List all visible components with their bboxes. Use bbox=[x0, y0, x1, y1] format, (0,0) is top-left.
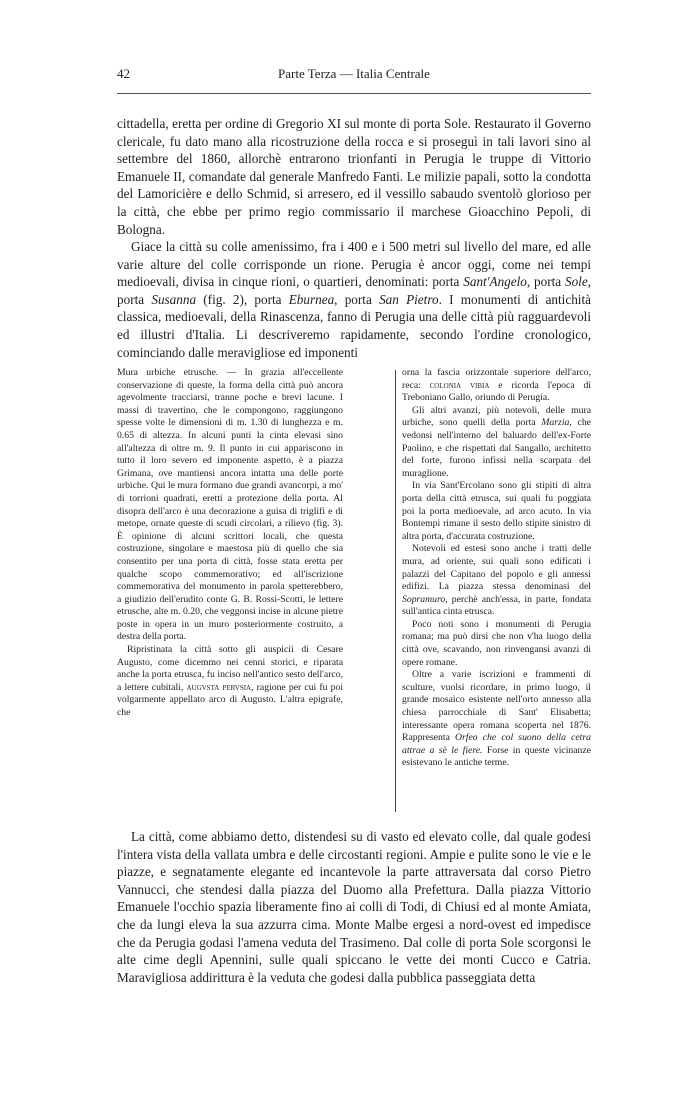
text-run: Notevoli ed estesi sono anche i tratti delle mura, ad oriente, sui quali sono edificati i palazzi del Capitano del popolo e gli annessi edifizi. La piazza stessa denominasi del bbox=[402, 543, 591, 593]
right-paragraph-4 bbox=[402, 543, 591, 619]
page-number: 42 bbox=[117, 66, 130, 81]
right-paragraph-2 bbox=[402, 405, 591, 481]
right-paragraph-3: In via Sant'Ercolano sono gli stipiti di altra porta della città etrusca, sui quali fu poggiata poi la porta medioevale, ad arco acuto. In via Bontempi rimane il sesto dello stipite sinistro di altra porta, d'accurata costruzione. bbox=[402, 480, 591, 542]
text-run: Ripristinata la città sotto gli auspicii di Cesare Augusto, come dicemmo nei cenni storici, e riparata anche la porta etrusca, fu inciso nell'antico sesto dell'arco, a lettere cubitali, bbox=[117, 644, 343, 693]
text-run: La città, come abbiamo detto, distendesi su di vasto ed elevato colle, dal quale godesi l'intera vista della vallata umbra e delle circostanti regioni. Ampie e pulite sono le vie e le piazze, e segnatamente elegante ed incantevole la parte attraversata dal corso Pietro Vannucci, che stendesi dalla piazza del Duomo alla Prefettura. Dalla piazza Vittorio Emanuele l'occhio spazia liberamente fino ai colli di Todi, di Chiusi ed al monte Amiata, che da lungi eleva la sua azzurra cima. Monte Malbe ergesi a nord-ovest ed impedisce che da Perugia godasi l'amena veduta del Trasimeno. Dal colle di porta Sole scorgonsi le alte cime degli Apennini, sulle quali spiccano le vette dei monti Cucco e Catria. Maravigliosa addirittura è la veduta che godesi dalla pubblica passeggiata detta bbox=[117, 829, 591, 985]
intro-paragraph-1: cittadella, eretta per ordine di Gregorio XI sul monte di porta Sole. Restaurato il Governo clericale, fu dato mano alla ricostruzione della rocca e si proseguì in tali lavori sino al settembre del 1860, allorchè entrarono trionfanti in Perugia le truppe di Vittorio Emanuele II, comandate dal generale Manfredo Fanti. Le milizie papali, sotto la condotta del Lamoricière e dello Schmid, si arresero, ed il vessillo sabaudo sventolò glorioso per la città, che ebbe per primo regio commissario il marchese Gioacchino Pepoli, di Bologna. bbox=[117, 116, 591, 237]
left-paragraph-1: Mura urbiche etrusche. — In grazia all'eccellente conservazione di queste, la forma della città può ancora agevolmente tracciarsi, tranne poche e brevi lacune. I massi di travertino, che le compongono, raggiungono spesse volte le dimensioni di m. 1.30 di lunghezza e m. 0.65 di altezza. In alcuni punti la cinta elevasi sino all'altezza di oltre m. 9. Il punto in cui appariscono in tutto il loro severo ed imponente aspetto, è a piazza Grimana, ove mantiensi ancora intatta una delle porte urbiche. Qui le mura formano due grandi avancorpi, a mo' di torrioni quadrati, eretti a protezione della porta. Al disopra dell'arco è una decorazione a guisa di triglifi e di metope, ornate queste di scudi circolari, a rilievo (fig. 3). È opinione di alcuni scrittori locali, che questa costruzione, singolare e maestosa più di quello che sia consentito per una porta di città, fosse stata eretta per qualche scopo commemorativo; ed all'iscrizione commemorativa del monumento in parola spetterebbero, a giudizio dell'erudito conte G. B. Rossi-Scotti, le lettere etrusche, alte m. 0.20, che veggonsi incise in alcune pietre poste in opera in un muro posteriormente costruito, a destra della porta. bbox=[117, 367, 343, 643]
mosaic-title: Orfeo che col suono della cetra attrae a sè le fiere. bbox=[402, 732, 591, 756]
inscription-text: augvsta pervsia bbox=[186, 681, 252, 693]
text-run: , porta bbox=[117, 274, 591, 307]
column-divider bbox=[395, 370, 396, 812]
quarter-name: Eburnea bbox=[288, 291, 335, 307]
left-column bbox=[117, 367, 343, 720]
quarter-name: Sant'Angelo bbox=[463, 274, 527, 290]
right-paragraph-5: Poco noti sono i monumenti di Perugia romana; ma può dirsi che non v'ha luogo della città ove, scavando, non rinvengansi avanzi di opere romane. bbox=[402, 618, 591, 668]
quarter-name: Sole bbox=[564, 274, 588, 290]
right-column bbox=[402, 367, 591, 770]
text-run: Gli altri avanzi, più notevoli, delle mura urbiche, sono quelli della porta bbox=[402, 404, 591, 429]
right-paragraph-6 bbox=[402, 669, 591, 770]
text-run: . I monumenti di antichità classica, medioevali, della Rinascenza, fanno di Perugia una delle città più ragguardevoli ed illustri d'Italia. Li descriveremo rapidamente, secondo l'ordine cronologico, cominciando dalle meravigliose ed imponenti bbox=[117, 291, 591, 360]
text-run: , perchè anch'essa, in parte, fondata sull'antica cinta etrusca. bbox=[402, 593, 591, 618]
quarter-name: San Pietro bbox=[379, 291, 439, 307]
text-run: Oltre a varie iscrizioni e frammenti di sculture, vuolsi ricordare, in primo luogo, il grande mosaico esistente nell'orto annesso alla chiesa parrocchiale di Sant' Elisabetta; interessante opera romana scoperta nel 1876. Rappresenta bbox=[402, 669, 591, 744]
text-run: Giace la città su colle amenissimo, fra i 400 e i 500 metri sul livello del mare, ed alle varie alture del colle corrisponde un rione. Perugia è ancor oggi, come nei tempi medioevali, divisa in cinque rioni, o quartieri, denominati: porta bbox=[117, 239, 591, 290]
right-paragraph-1 bbox=[402, 367, 591, 405]
text-run: , porta bbox=[526, 274, 565, 290]
text-run: (fig. 2), porta bbox=[196, 291, 289, 307]
text-run: , ragione per cui fu poi volgarmente appellato arco di Augusto. L'altra epigrafe, che bbox=[117, 681, 344, 719]
running-header bbox=[117, 64, 591, 84]
quarter-name: Susanna bbox=[151, 291, 197, 307]
left-paragraph-2 bbox=[117, 644, 343, 720]
piazza-name: Sopramuro bbox=[402, 593, 446, 605]
text-run: , che vedonsi nell'interno del baluardo dell'ex-Forte Paolino, e che rispettati dal Sangallo, architetto del forte, furono infissi nella scarpata del muraglione. bbox=[402, 417, 591, 479]
intro-paragraph-2 bbox=[117, 238, 591, 361]
running-title: Parte Terza — Italia Centrale bbox=[278, 66, 430, 81]
header-rule bbox=[117, 93, 591, 94]
text-run: Forse in queste vicinanze esistevano le antiche terme. bbox=[402, 744, 591, 769]
closing-paragraph bbox=[117, 828, 591, 986]
text-run: e ricorda l'epoca di Treboniano Gallo, oriundo di Perugia. bbox=[402, 379, 591, 404]
gate-name: Marzia bbox=[541, 417, 570, 429]
text-run: , porta bbox=[334, 291, 380, 307]
inscription-text: colonia vibia bbox=[429, 379, 490, 391]
text-run: orna la fascia orizzontale superiore dell'arco, reca: bbox=[402, 367, 591, 391]
